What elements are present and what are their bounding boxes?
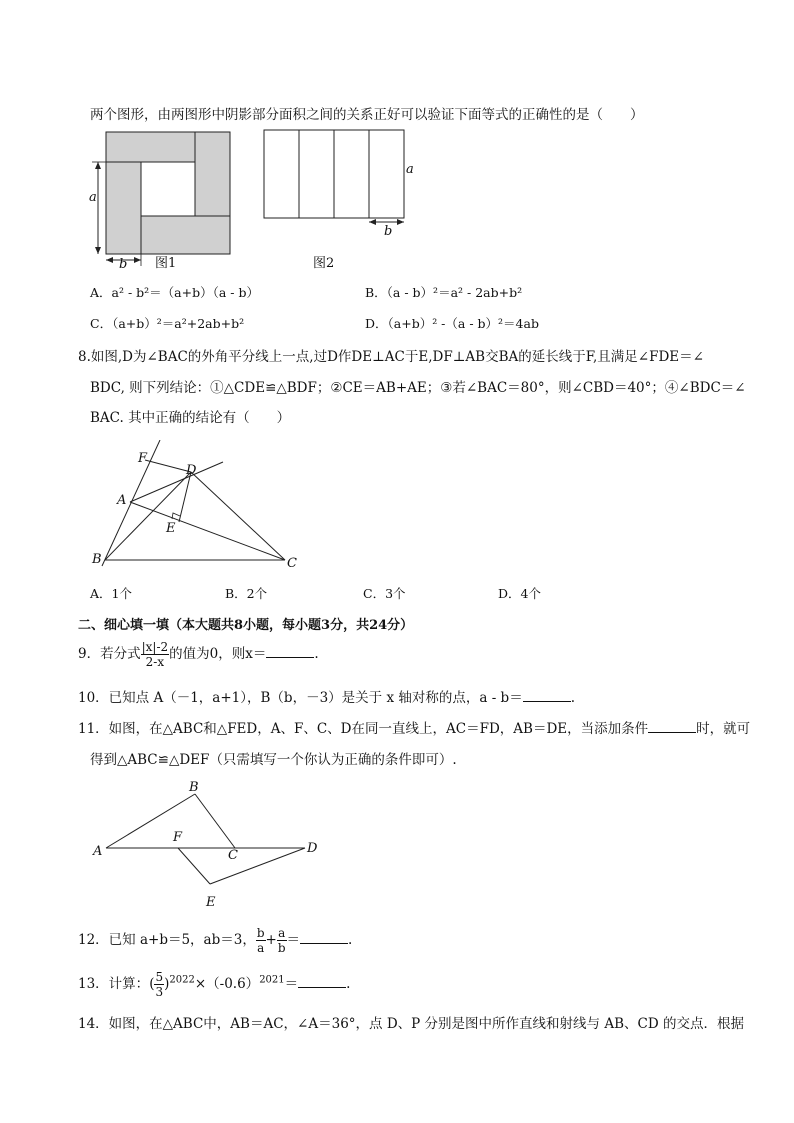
q11-line-1-end: 时，就可 [696, 721, 751, 737]
q8-line-3: BAC. 其中正确的结论有（ ） [90, 410, 291, 426]
q13-prefix: 13．计算： [78, 976, 150, 992]
shaded-rect-left [106, 162, 141, 254]
fig2-label-b: b [384, 224, 393, 239]
q8-label-f: F [138, 451, 148, 466]
q13-exp-2: 2021 [259, 974, 285, 986]
q12-answer-blank[interactable] [300, 931, 348, 944]
q10: 10．已知点 A（－1，a+1），B（b，－3）是关于 x 轴对称的点，a - b＝ . [78, 690, 575, 706]
q8-label-b: B [92, 552, 102, 567]
shaded-rect-right [195, 132, 230, 216]
fig1-label-b: b [119, 257, 128, 272]
q12-prefix: 12．已知 a+b＝5，ab＝3， [78, 932, 256, 948]
q9-fraction: $\frac{|x|-2}{2-x}$ [141, 640, 169, 669]
q12-plus: + [265, 932, 277, 948]
q10-answer-blank[interactable] [523, 689, 571, 702]
q12-fraction-1: $\frac{b}{a}$ [256, 926, 265, 955]
q11-line-2: 得到△ABC≌△DEF（只需填写一个你认为正确的条件即可）. [90, 752, 457, 768]
q9: 9．若分式 $\frac{|x|-2}{2-x}$ 的值为0，则x＝ . [78, 640, 319, 669]
q11-figure [100, 780, 320, 890]
q13-eq: ＝ [284, 976, 299, 992]
fig2-label-a: a [406, 162, 414, 177]
q12-eq: ＝ [286, 932, 301, 948]
q7-option-a: A．a² - b²＝（a+b）（a - b） [90, 285, 259, 300]
shaded-rect-bottom [141, 216, 230, 254]
figure-1 [92, 132, 230, 266]
q8-option-a: A．1个 [90, 586, 132, 601]
q9-answer-blank[interactable] [266, 645, 314, 658]
q12: 12．已知 a+b＝5，ab＝3， $\frac{b}{a}$ + $\frac{a}{b}$ ＝ . [78, 926, 353, 955]
q12-fraction-2: $\frac{a}{b}$ [277, 926, 286, 955]
q7-figure [84, 128, 424, 270]
q11-line-1-text: 11．如图，在△ABC和△FED，A、F、C、D在同一直线上，AC＝FD，AB＝DE，当添加条件 [78, 721, 649, 737]
q8-option-c: C．3个 [363, 586, 406, 601]
q8-line-1: 8.如图,D为∠BAC的外角平分线上一点,过D作DE⊥AC于E,DF⊥AB交BA的延长线于F,且满足∠FDE＝∠ [78, 349, 704, 365]
figure-2 [264, 130, 404, 225]
q11-label-c: C [228, 848, 238, 863]
fig2-caption: 图2 [313, 256, 335, 271]
q7-option-b: B．（a - b）²＝a² - 2ab+b² [365, 285, 523, 300]
q8-option-d: D．4个 [498, 586, 541, 601]
q11-label-e: E [206, 895, 216, 910]
fig1-label-a: a [89, 190, 97, 205]
shaded-rect-top [106, 132, 195, 162]
section-2-header: 二、细心填一填（本大题共8小题，每小题3分，共24分） [78, 618, 414, 633]
q11-answer-blank[interactable] [648, 720, 696, 733]
q11-label-f: F [173, 830, 183, 845]
q7-stem: 两个图形，由两图形中阴影部分面积之间的关系正好可以验证下面等式的正确性的是（ ） [90, 107, 644, 123]
q9-prefix: 9．若分式 [78, 646, 141, 662]
fig1-caption: 图1 [155, 256, 177, 271]
q13-exp-1: 2022 [169, 974, 195, 986]
q7-option-c: C．（a+b）²＝a²+2ab+b² [90, 316, 245, 331]
q13: 13．计算：( $\frac{5}{3}$ )$^{2022}\times(-0.6)^{2021}=$ . [78, 970, 351, 999]
q7-option-d: D．（a+b）² -（a - b）²＝4ab [365, 316, 539, 331]
q8-label-e: E [166, 521, 176, 536]
q11-label-b: B [189, 780, 199, 795]
q8-label-d: D [186, 463, 197, 478]
q10-text: 10．已知点 A（－1，a+1），B（b，－3）是关于 x 轴对称的点，a - b＝ [78, 690, 523, 706]
q13-answer-blank[interactable] [298, 975, 346, 988]
q11-label-d: D [307, 841, 318, 856]
q13-fraction: $\frac{5}{3}$ [155, 970, 164, 999]
q8-option-b: B．2个 [225, 586, 268, 601]
q11-label-a: A [93, 844, 103, 859]
q11-line-1 [78, 717, 750, 737]
q8-label-c: C [287, 556, 297, 571]
q14-line-1: 14．如图，在△ABC中，AB＝AC，∠A＝36°，点 D、P 分别是图中所作直线和射线与 AB、CD 的交点．根据 [78, 1016, 744, 1032]
q9-suffix: 的值为0，则x＝ [169, 646, 267, 662]
q13-mid: ×（-0.6） [194, 976, 260, 992]
q8-label-a: A [117, 493, 127, 508]
q8-line-2: BDC, 则下列结论：①△CDE≌△BDF；②CE＝AB+AE；③若∠BAC＝80°，则∠CBD＝40°；④∠BDC＝∠ [90, 380, 746, 396]
